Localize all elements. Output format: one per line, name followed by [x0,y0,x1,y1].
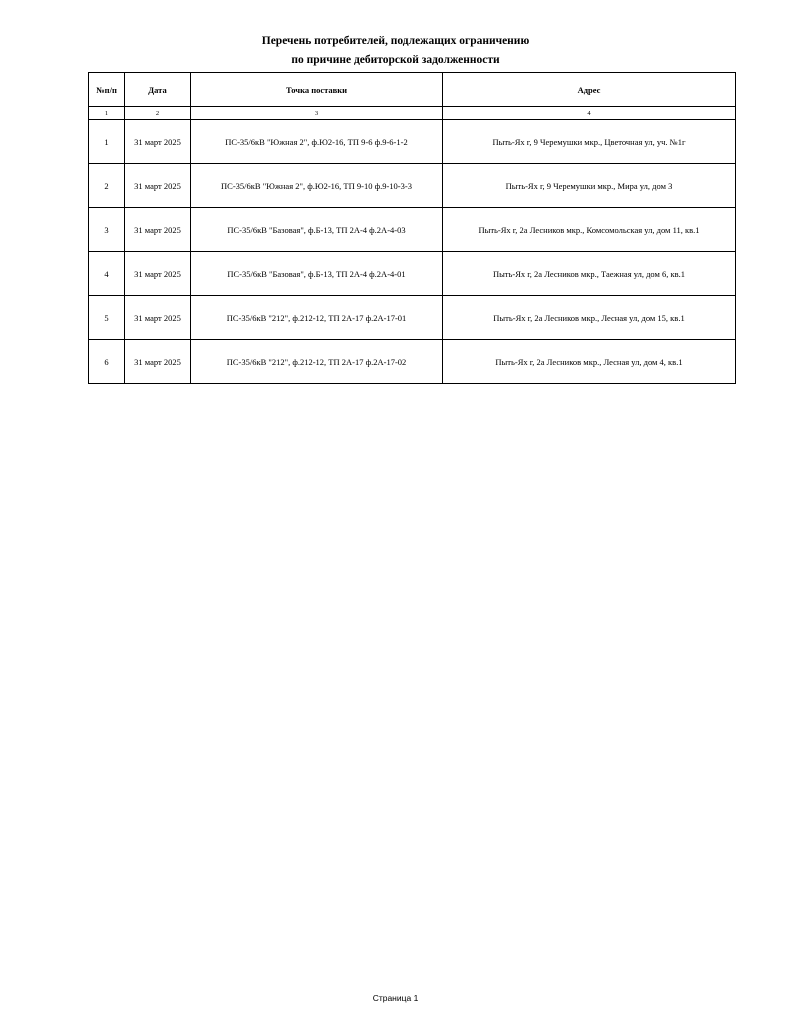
column-number: 2 [125,107,191,120]
column-number: 1 [89,107,125,120]
row-supply-point: ПС-35/6кВ "Базовая", ф.Б-13, ТП 2А-4 ф.2А-4-01 [191,252,443,296]
row-number: 3 [89,208,125,252]
row-number: 1 [89,120,125,164]
header-address: Адрес [443,73,736,107]
row-supply-point: ПС-35/6кВ "212", ф.212-12, ТП 2А-17 ф.2А-17-02 [191,340,443,384]
table-row [89,120,736,164]
table-header-row [89,73,736,107]
consumers-table [88,72,736,384]
column-numbers-row [89,107,736,120]
row-address: Пыть-Ях г, 2а Лесников мкр., Комсомольская ул, дом 11, кв.1 [443,208,736,252]
row-address: Пыть-Ях г, 9 Черемушки мкр., Мира ул, дом 3 [443,164,736,208]
header-date: Дата [125,73,191,107]
document-subtitle: по причине дебиторской задолженности [291,54,500,66]
page-number: Страница 1 [372,993,419,1003]
row-address: Пыть-Ях г, 2а Лесников мкр., Лесная ул, дом 4, кв.1 [443,340,736,384]
column-number: 4 [443,107,736,120]
row-number: 4 [89,252,125,296]
row-date: 31 март 2025 [125,208,191,252]
row-date: 31 март 2025 [125,120,191,164]
table-row [89,340,736,384]
row-number: 2 [89,164,125,208]
table-row [89,296,736,340]
document-title: Перечень потребителей, подлежащих ограничению [261,35,530,47]
row-supply-point: ПС-35/6кВ "Южная 2", ф.Ю2-16, ТП 9-6 ф.9-6-1-2 [191,120,443,164]
table-row [89,252,736,296]
row-address: Пыть-Ях г, 2а Лесников мкр., Таежная ул, дом 6, кв.1 [443,252,736,296]
row-date: 31 март 2025 [125,296,191,340]
row-supply-point: ПС-35/6кВ "Базовая", ф.Б-13, ТП 2А-4 ф.2А-4-03 [191,208,443,252]
table-row [89,164,736,208]
row-supply-point: ПС-35/6кВ "212", ф.212-12, ТП 2А-17 ф.2А-17-01 [191,296,443,340]
row-number: 6 [89,340,125,384]
row-date: 31 март 2025 [125,252,191,296]
header-supply-point: Точка поставки [191,73,443,107]
row-date: 31 март 2025 [125,340,191,384]
row-date: 31 март 2025 [125,164,191,208]
row-supply-point: ПС-35/6кВ "Южная 2", ф.Ю2-16, ТП 9-10 ф.9-10-3-3 [191,164,443,208]
row-address: Пыть-Ях г, 9 Черемушки мкр., Цветочная ул, уч. №1г [443,120,736,164]
row-number: 5 [89,296,125,340]
column-number: 3 [191,107,443,120]
row-address: Пыть-Ях г, 2а Лесников мкр., Лесная ул, дом 15, кв.1 [443,296,736,340]
header-number: №п/п [89,73,125,107]
table-row [89,208,736,252]
